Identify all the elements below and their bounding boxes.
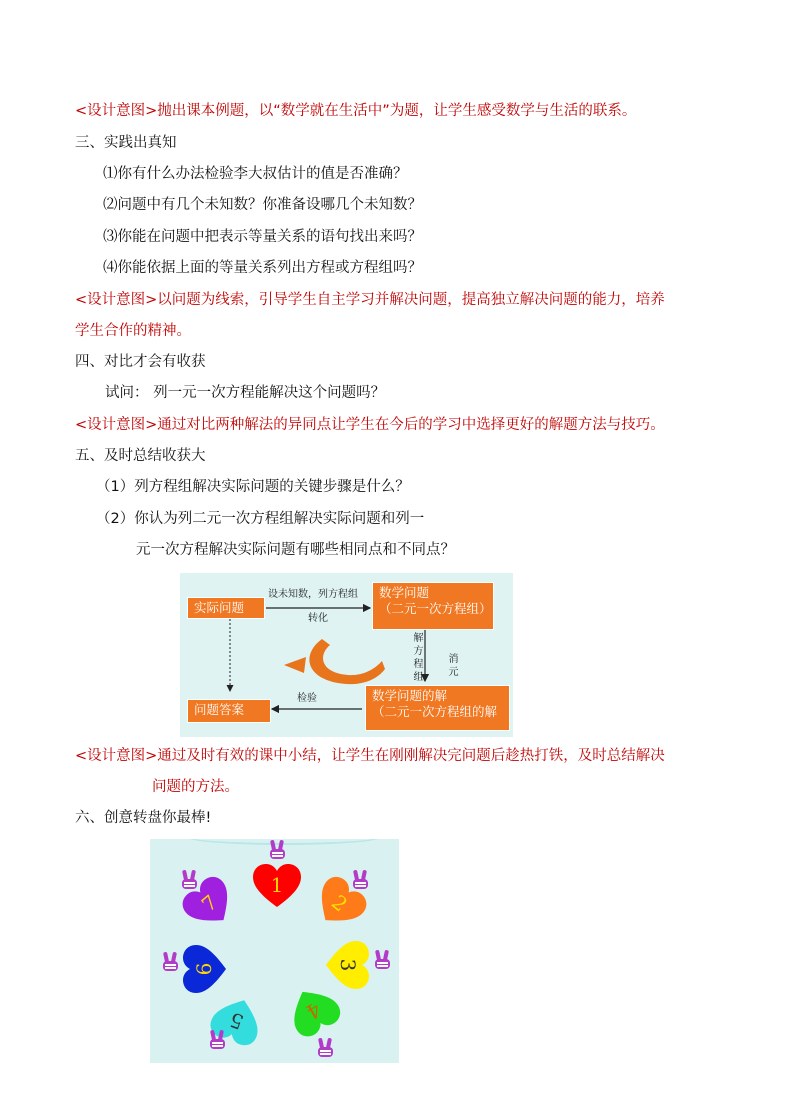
heart-3[interactable]: [324, 940, 370, 990]
box-math-solution-line1: 数学问题的解: [372, 688, 448, 703]
victory-hand-icon: [267, 839, 289, 861]
design-intent-4-line2: 问题的方法。: [152, 779, 239, 795]
summary-point-2-line1: （2）你认为列二元一次方程组解决实际问题和列一: [96, 511, 425, 527]
design-intent-4-line1: <设计意图>通过及时有效的课中小结，让学生在刚刚解决完问题后趁热打铁，及时总结解决: [75, 748, 665, 764]
design-intent-1: <设计意图>抛出课本例题，以“数学就在生活中”为题，让学生感受数学与生活的联系。: [75, 103, 637, 119]
question-2: ⑵问题中有几个未知数？你准备设哪几个未知数？: [103, 197, 422, 213]
box-real-problem: 实际问题: [187, 597, 265, 619]
victory-hand-icon: [179, 869, 201, 891]
box-math-solution: [365, 685, 510, 731]
heart-6[interactable]: [182, 944, 228, 994]
summary-point-1: （1）列方程组解决实际问题的关键步骤是什么？: [96, 479, 410, 495]
label-check: 检验: [297, 693, 317, 704]
box-math-problem-line2: （二元一次方程组）: [379, 601, 492, 616]
label-elimination: 消元: [448, 654, 459, 678]
question-4: ⑷你能依据上面的等量关系列出方程或方程组吗？: [103, 260, 422, 276]
victory-hand-icon: [350, 869, 372, 891]
label-set-unknowns: 设未知数，列方程组: [268, 589, 358, 600]
design-intent-3: <设计意图>通过对比两种解法的异同点让学生在今后的学习中选择更好的解题方法与技巧。: [75, 417, 665, 433]
victory-hand-icon: [372, 949, 394, 971]
question-1: ⑴你有什么办法检验李大叔估计的值是否准确？: [103, 166, 408, 182]
box-math-problem-line1: 数学问题: [379, 585, 430, 600]
heart-number: 4: [301, 997, 326, 1025]
section-4-heading: 四、对比才会有收获: [75, 354, 206, 370]
design-intent-2-line2: 学生合作的精神。: [75, 323, 191, 339]
label-transform: 转化: [308, 613, 328, 624]
heart-number: 2: [327, 889, 353, 917]
victory-hand-icon: [160, 951, 182, 973]
summary-point-2-line2: 元一次方程解决实际问题有哪些相同点和不同点？: [136, 542, 455, 558]
label-solve-equations: 解方程组: [413, 633, 424, 683]
section-6-heading: 六、创意转盘你最棒!: [75, 810, 212, 826]
transform-curved-arrow-icon: [309, 639, 385, 684]
question-3: ⑶你能在问题中把表示等量关系的语句找出来吗？: [103, 229, 422, 245]
box-math-solution-line2: （二元一次方程组的解: [372, 704, 498, 719]
section-5-heading: 五、及时总结收获大: [75, 448, 206, 464]
victory-hand-icon: [315, 1037, 337, 1059]
box-math-problem: [372, 582, 494, 630]
heart-number: 6: [192, 962, 216, 976]
design-intent-2-line1: <设计意图>以问题为线索，引导学生自主学习并解决问题，提高独立解决问题的能力，培养: [75, 292, 665, 308]
heart-number: 3: [336, 958, 360, 972]
heart-number: 1: [270, 873, 284, 897]
creative-wheel: [150, 839, 399, 1063]
section-3-heading: 三、实践出真知: [75, 135, 177, 151]
heart-number: 5: [226, 1007, 247, 1035]
victory-hand-icon: [207, 1029, 229, 1051]
flowchart: [180, 573, 513, 737]
heart-number: 7: [196, 889, 222, 917]
ask-question: 试问： 列一元一次方程能解决这个问题吗？: [105, 385, 386, 401]
box-problem-answer: 问题答案: [187, 699, 271, 723]
heart-1[interactable]: [252, 863, 302, 909]
